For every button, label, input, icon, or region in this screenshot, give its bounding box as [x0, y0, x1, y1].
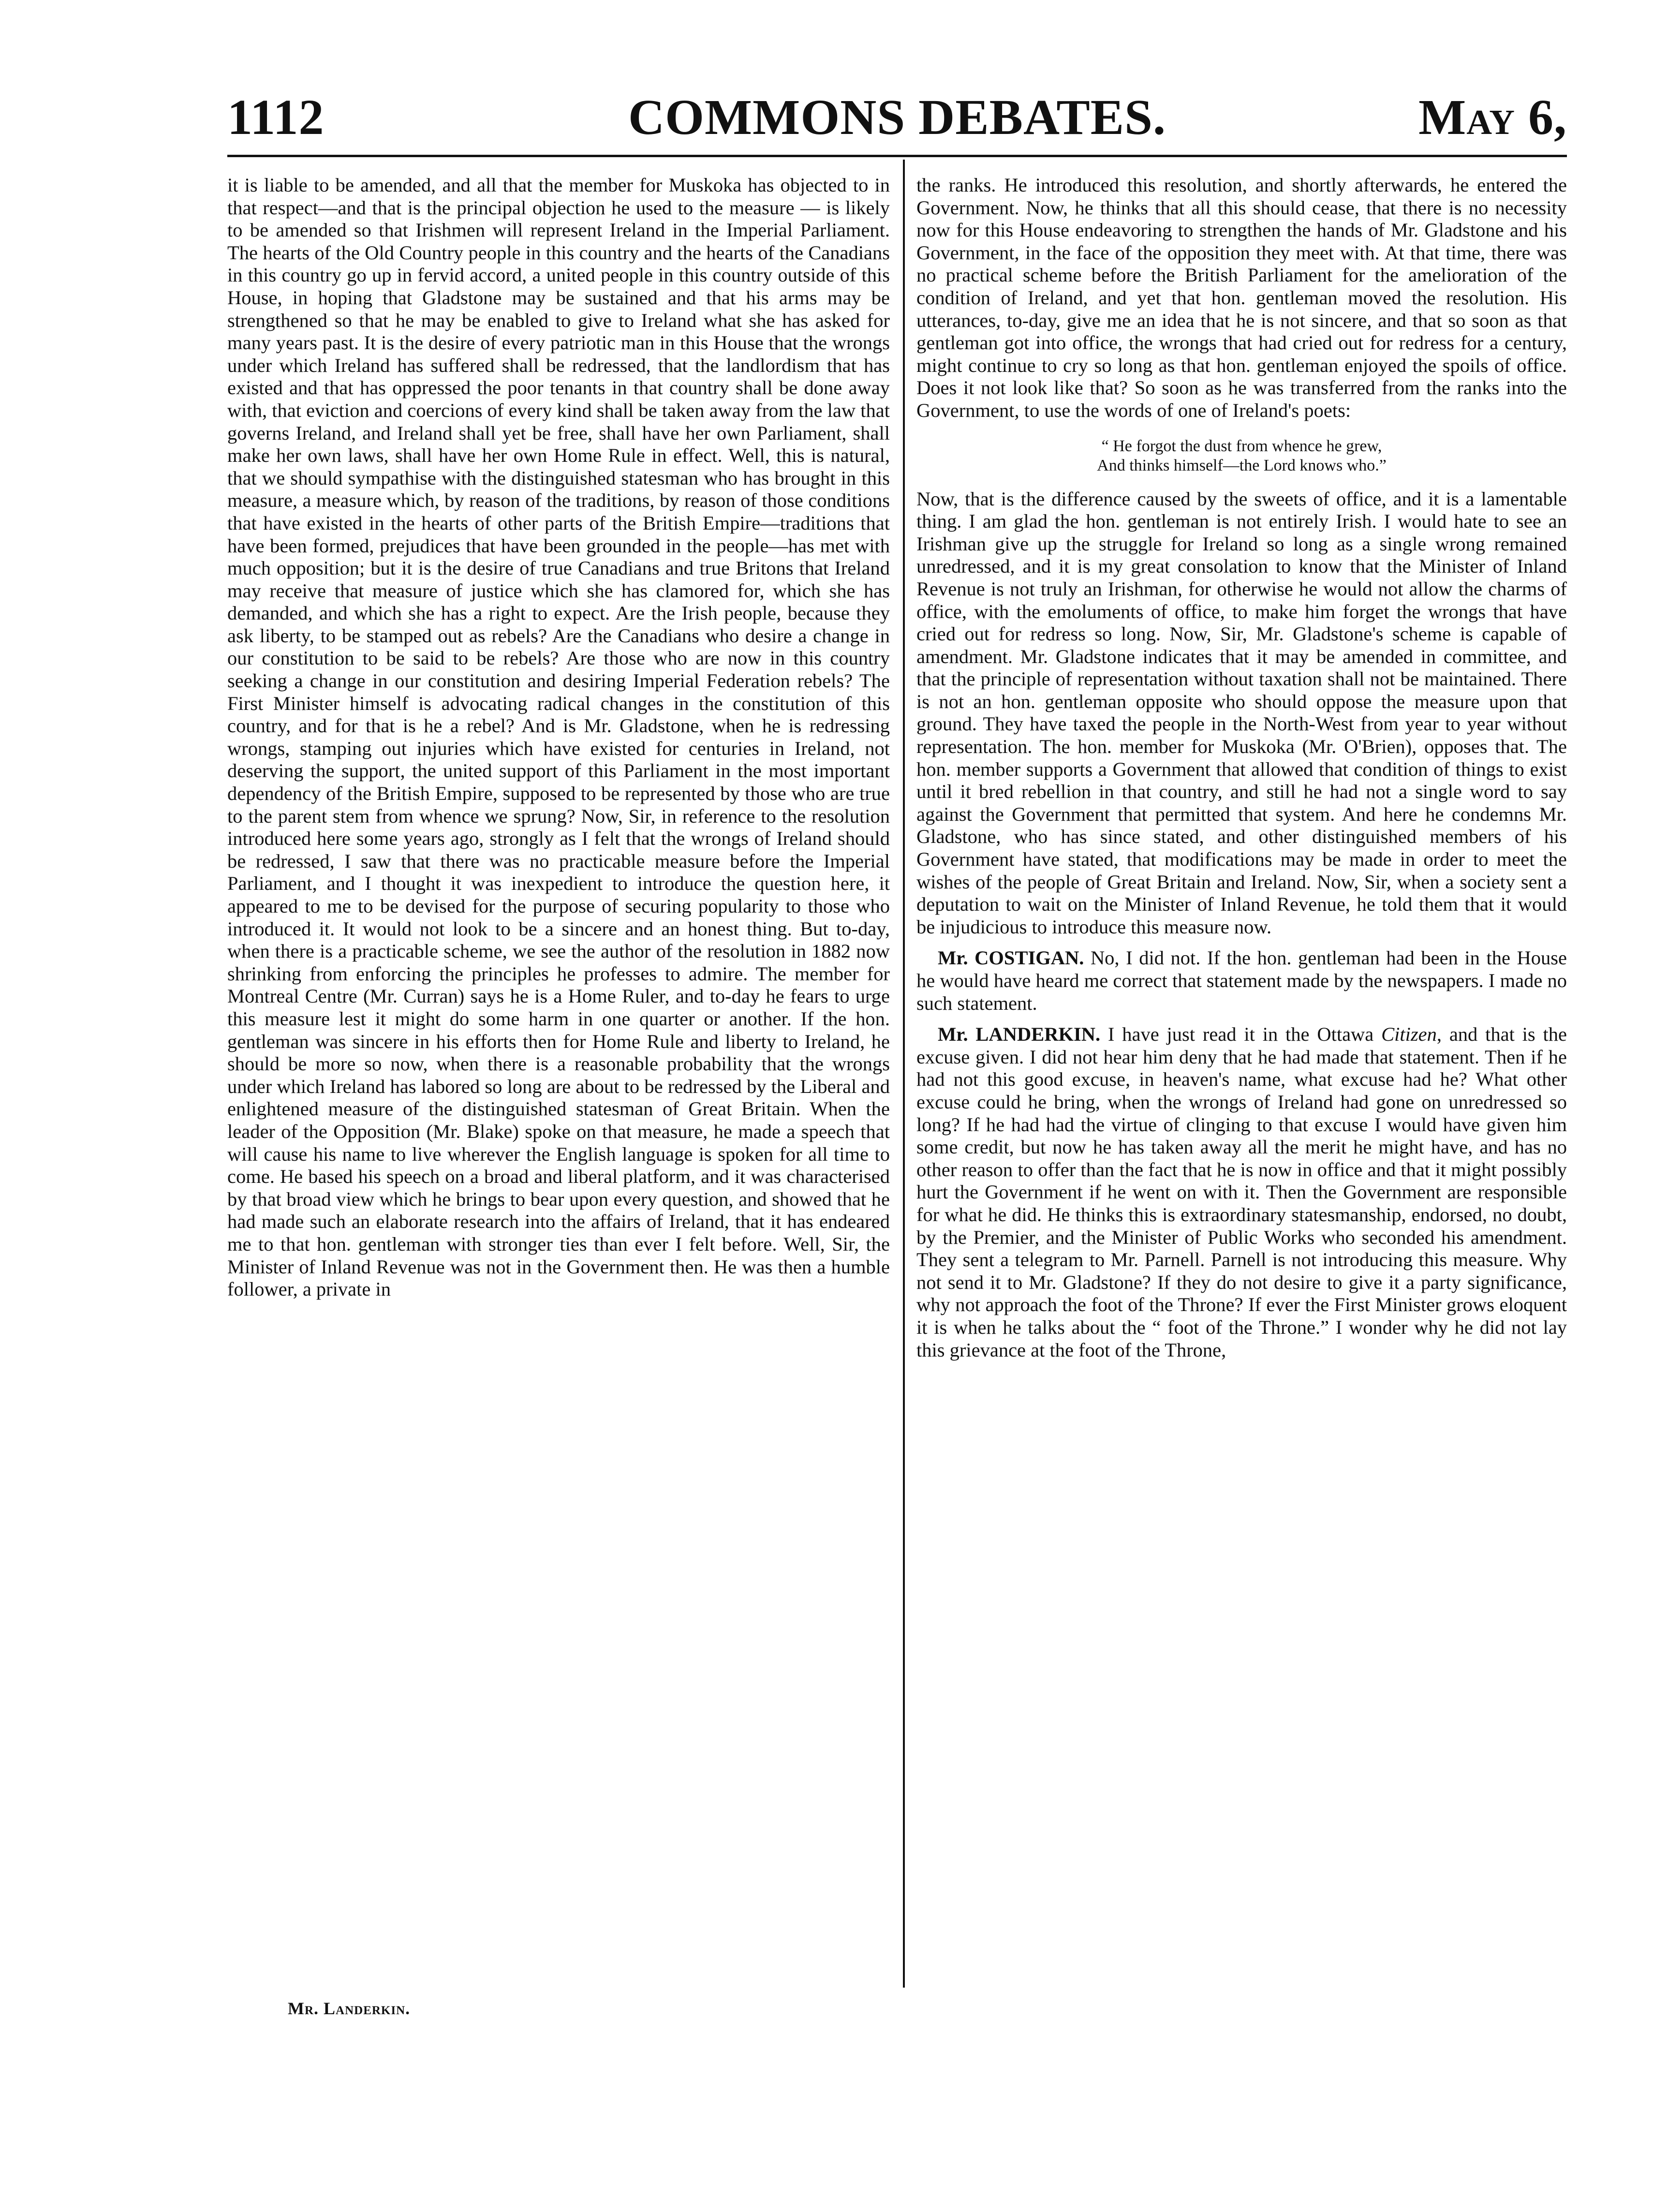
- column-divider: [903, 160, 905, 1988]
- quote-line: “ He forgot the dust from whence he grew,: [1101, 437, 1382, 455]
- paragraph: the ranks. He introduced this resolution, and shortly afterwards, he entered the Government. Now, he thinks that all this should cease, that there is no necessity now for this House endeavoring to strengthen the hands of Mr. Gladstone and his Government, in the face of the opposition they meet with. At that time, there was no practical scheme before the British Parliament for the amelioration of the condition of Ireland, and yet that hon. gentleman moved the resolution. His utterances, to-day, give me an idea that he is not sincere, and that so soon as that gentleman got into office, the wrongs that had cried out for redress for a century, might continue to cry so long as that hon. gentleman enjoyed the spoils of office. Does it not look like that? So soon as he was transferred from the ranks into the Government, to use the words of one of Ireland's poets:: [916, 174, 1567, 421]
- speech-text: , and that is the excuse given. I did not hear him deny that he had made that statement. Then if he had not this good excuse, in heaven's name, what excuse had he? What other excuse could he bring, when the wrongs of Ireland had gone on unredressed so long? If he had had the virtue of clinging to that excuse I would have given him some credit, but now he has taken away all the merit he might have, and has no other reason to offer than the fact that he is now in office and that it might possibly hurt the Government if he went on with it. Then the Government are responsible for what he did. He thinks this is extraordinary statesmanship, endorsed, no doubt, by the Premier, and the Minister of Public Works who seconded his amendment. They sent a telegram to Mr. Parnell. Parnell is not introducing this measure. Why not send it to Mr. Gladstone? If they do not desire to give it a party significance, why not approach the foot of the Throne? If ever the First Minister grows eloquent it is when he talks about the “ foot of the Throne.” I wonder why he did not lay this grievance at the foot of the Throne,: [916, 1023, 1567, 1361]
- right-column: [916, 174, 1567, 1988]
- speaker-name: Mr. COSTIGAN.: [938, 947, 1084, 969]
- poem-quotation: [916, 437, 1567, 475]
- speaker-name: Mr. LANDERKIN.: [938, 1023, 1101, 1046]
- catchword: Mr. Landerkin.: [288, 1999, 411, 2018]
- running-title: COMMONS DEBATES.: [628, 89, 1166, 145]
- header-date: May 6,: [1418, 89, 1567, 145]
- speech-paragraph: [916, 1023, 1567, 1361]
- quote-line: And thinks himself—the Lord knows who.”: [1097, 456, 1387, 474]
- left-column: [227, 174, 890, 1988]
- header-rule: [227, 155, 1567, 157]
- page-header: [227, 86, 1567, 149]
- paragraph: Now, that is the difference caused by the sweets of office, and it is a lamentable thing. I am glad the hon. gentleman is not entirely Irish. I would hate to see an Irishman give up the struggle for Ireland so long as a single wrong remained unredressed, and it is my great consolation to know that the Minister of Inland Revenue is not truly an Irishman, for otherwise he would not allow the charms of office, with the emoluments of office, to make him forget the wrongs that have cried out for redress so long. Now, Sir, Mr. Gladstone's scheme is capable of amendment. Mr. Gladstone indicates that it may be amended in committee, and that the principle of representation without taxation shall not be maintained. There is not an hon. gentleman opposite who should oppose the measure upon that ground. They have taxed the people in the North-West from year to year without representation. The hon. member for Muskoka (Mr. O'Brien), opposes that. The hon. member supports a Government that allowed that condition of things to exist until it bred rebellion in that country, and still he had not a single word to say against the Government that permitted that system. And here he condemns Mr. Gladstone, who has since stated, and other distinguished members of his Government have stated, that modifications may be made in order to meet the wishes of the people of Great Britain and Ireland. Now, Sir, when a society sent a deputation to wait on the Minister of Inland Revenue, he told them that it would be injudicious to introduce this measure now.: [916, 487, 1567, 938]
- speech-paragraph: [916, 947, 1567, 1015]
- page-number: 1112: [227, 89, 325, 145]
- newspaper-title: Citizen: [1381, 1023, 1437, 1046]
- speech-text: I have just read it in the Ottawa: [1107, 1023, 1382, 1046]
- paragraph: it is liable to be amended, and all that the member for Muskoka has objected to in that respect—and that is the principal objection he used to the measure — is likely to be amended so that Irishmen will represent Ireland in the Imperial Parliament. The hearts of the Old Country people in this country and the hearts of the Canadians in this country go up in fervid accord, a united people in this country outside of this House, in hoping that Gladstone may be sustained and that his arms may be strengthened so that he may be enabled to give to Ireland what she has asked for many years past. It is the desire of every patriotic man in this House that the wrongs under which Ireland has suffered shall be redressed, that the landlordism that has existed and that has oppressed the poor tenants in that country shall be done away with, that eviction and coercions of every kind shall be taken away from the law that governs Ireland, and Ireland shall yet be free, shall have her own Parliament, shall make her own laws, shall have her own Home Rule in effect. Well, this is natural, that we should sympathise with the distinguished statesman who has brought in this measure, a measure which, by reason of the traditions, by reason of those conditions that have existed in the hearts of other parts of the British Empire—traditions that have been formed, prejudices that have been grounded in the people—has met with much opposition; but it is the desire of true Canadians and true Britons that Ireland may receive that measure of justice which she has clamored for, which she has demanded, and which she has a right to expect. Are the Irish people, because they ask liberty, to be stamped out as rebels? Are the Canadians who desire a change in our constitution to be said to be rebels? Are those who are now in this country seeking a change in our constitution and desiring Imperial Federation rebels? The First Minister himself is advocating radical changes in the constitution of this country, and for that is he a rebel? And is Mr. Gladstone, when he is redressing wrongs, stamping out injuries which have existed for centuries in Ireland, not deserving the support, the united support of this Parliament in the most important dependency of the British Empire, supposed to be represented by those who are true to the parent stem from whence we sprung? Now, Sir, in reference to the resolution introduced here some years ago, strongly as I felt that the wrongs of Ireland should be redressed, I saw that there was no practicable measure before the Imperial Parliament, and I thought it was inexpedient to introduce the question here, it appeared to me to be devised for the purpose of securing popularity to those who introduced it. It would not look to be a sincere and an honest thing. But to-day, when there is a practicable scheme, we see the author of the resolution in 1882 now shrinking from enforcing the principles he professes to admire. The member for Montreal Centre (Mr. Curran) says he is a Home Ruler, and to-day he fears to urge this measure lest it might do some harm in one quarter or another. If the hon. gentleman was sincere in his efforts then for Home Rule and liberty to Ireland, he should be more so now, when there is a reasonable probability that the wrongs under which Ireland has labored so long are about to be redressed by the Liberal and enlightened measure of the distinguished statesman of Great Britain. When the leader of the Opposition (Mr. Blake) spoke on that measure, he made a speech that will cause his name to live wherever the English language is spoken for all time to come. He based his speech on a broad and liberal platform, and it was characterised by that broad view which he brings to bear upon every question, and showed that he had made such an elaborate research into the affairs of Ireland, that it has endeared me to that hon. gentleman with stronger ties than ever I felt before. Well, Sir, the Minister of Inland Revenue was not in the Government then. He was then a humble follower, a private in: [227, 174, 890, 1300]
- speech-text: No, I did not. If the hon. gentleman had been in the House he would have heard me correct that statement made by the newspapers. I made no such statement.: [916, 947, 1567, 1014]
